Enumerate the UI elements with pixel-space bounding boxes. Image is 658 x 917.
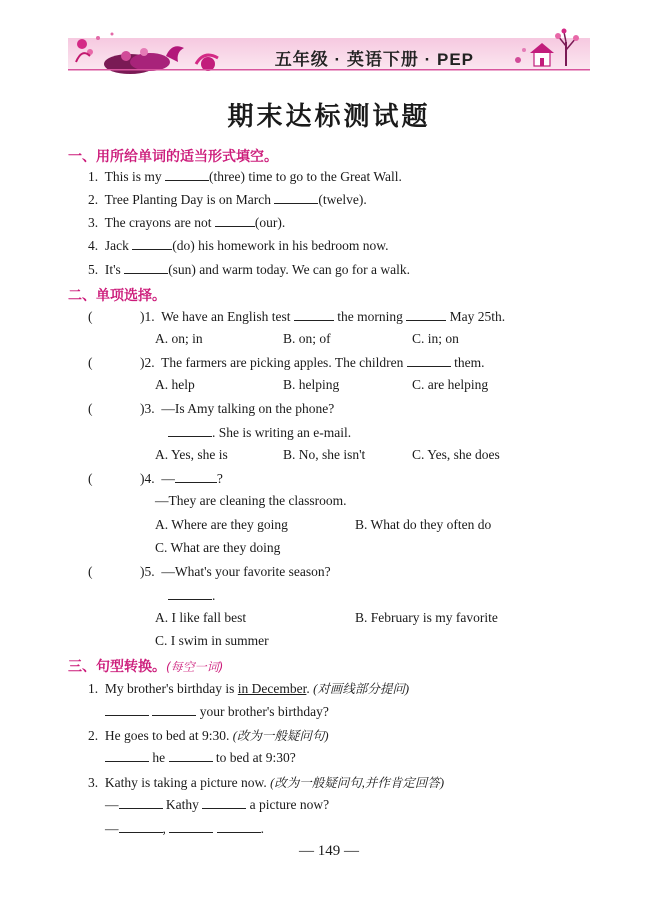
s1-item-4: 4. Jack (do) his homework in his bedroom now. [88, 238, 389, 253]
answer-blank[interactable] [217, 820, 261, 833]
s2-q5-reply: . [168, 587, 215, 604]
answer-paren[interactable]: ( [88, 564, 93, 579]
s2-question-5: ( )5. —What's your favorite season? [88, 564, 331, 579]
answer-blank[interactable] [152, 703, 196, 716]
answer-blank[interactable] [168, 587, 212, 600]
s2-q3-reply: . She is writing an e-mail. [168, 424, 351, 441]
section1-heading: 一、用所给单词的适当形式填空。 [68, 149, 278, 165]
s2-q3-option-b[interactable]: B. No, she isn't [283, 447, 366, 462]
s1-item-3: 3. The crayons are not (our). [88, 215, 286, 230]
book-title: 五年级 · 英语下册 · PEP [274, 50, 474, 69]
s2-q5-option-a[interactable]: A. I like fall best [155, 610, 247, 625]
s2-question-2: ( )2. The farmers are picking apples. The children them. [88, 355, 485, 370]
header-banner [68, 22, 590, 78]
answer-blank[interactable] [215, 214, 255, 227]
s2-q2-option-b[interactable]: B. helping [283, 377, 340, 392]
s2-q4-option-c[interactable]: C. What are they doing [155, 540, 281, 555]
section2-heading: 二、单项选择。 [68, 288, 166, 304]
s2-q2-option-c[interactable]: C. are helping [412, 377, 489, 392]
s2-q4-option-a[interactable]: A. Where are they going [155, 517, 288, 532]
page-number: — 149 — [299, 843, 359, 859]
answer-blank[interactable] [119, 820, 163, 833]
answer-paren[interactable]: ( [88, 401, 93, 416]
s2-q2-option-a[interactable]: A. help [155, 377, 195, 392]
s2-question-3: ( )3. —Is Amy talking on the phone? [88, 401, 335, 416]
section3-heading: 三、句型转换。(每空一词) [68, 659, 224, 675]
answer-blank[interactable] [165, 168, 209, 181]
s2-q3-option-a[interactable]: A. Yes, she is [155, 447, 228, 462]
answer-paren[interactable]: ( [88, 355, 93, 370]
answer-blank[interactable] [132, 237, 172, 250]
s2-question-1: ( )1. We have an English test the morning May 25th. [88, 309, 506, 324]
s3-item-3-answer-1: — Kathy a picture now? [105, 797, 330, 812]
s2-q5-option-b[interactable]: B. February is my favorite [355, 610, 498, 625]
answer-blank[interactable] [406, 308, 446, 321]
page-title: 期末达标测试题 [227, 102, 431, 132]
s3-item-2: 2. He goes to bed at 9:30. (改为一般疑问句) [88, 728, 329, 743]
answer-blank[interactable] [169, 749, 213, 762]
s2-q1-option-c[interactable]: C. in; on [412, 331, 459, 346]
s2-q5-option-c[interactable]: C. I swim in summer [155, 633, 269, 648]
answer-blank[interactable] [169, 820, 213, 833]
s2-q1-option-b[interactable]: B. on; of [283, 331, 331, 346]
s3-item-2-answer: he to bed at 9:30? [105, 749, 296, 766]
answer-blank[interactable] [407, 354, 451, 367]
underlined-phrase: in December [237, 681, 307, 696]
s3-item-3: 3. Kathy is taking a picture now. (改为一般疑问句,并作肯定回答) [88, 775, 445, 790]
s1-item-2: 2. Tree Planting Day is on March (twelve). [88, 192, 367, 207]
s2-q1-option-a[interactable]: A. on; in [155, 331, 203, 346]
answer-blank[interactable] [124, 261, 168, 274]
section3-note: (每空一词) [166, 660, 224, 674]
answer-paren[interactable]: ( [88, 471, 93, 486]
s2-q4-option-b[interactable]: B. What do they often do [355, 517, 492, 532]
s1-item-1: 1. This is my (three) time to go to the Great Wall. [88, 169, 402, 184]
answer-blank[interactable] [274, 191, 318, 204]
answer-blank[interactable] [119, 796, 163, 809]
s3-item-1-answer: your brother's birthday? [105, 703, 329, 720]
s2-q3-option-c[interactable]: C. Yes, she does [412, 447, 500, 462]
s3-item-1: 1. My brother's birthday is in December. (对画线部分提问) [88, 681, 409, 696]
answer-blank[interactable] [202, 796, 246, 809]
s3-item-3-answer-2: — , . [105, 821, 264, 836]
answer-blank[interactable] [175, 470, 217, 483]
answer-blank[interactable] [294, 308, 334, 321]
answer-blank[interactable] [168, 424, 212, 437]
s2-question-4: ( )4. — ? [88, 471, 223, 486]
answer-blank[interactable] [105, 703, 149, 716]
s2-q4-reply: —They are cleaning the classroom. [155, 493, 347, 508]
answer-paren[interactable]: ( [88, 309, 93, 324]
s1-item-5: 5. It's (sun) and warm today. We can go for a walk. [88, 262, 411, 277]
answer-blank[interactable] [105, 749, 149, 762]
